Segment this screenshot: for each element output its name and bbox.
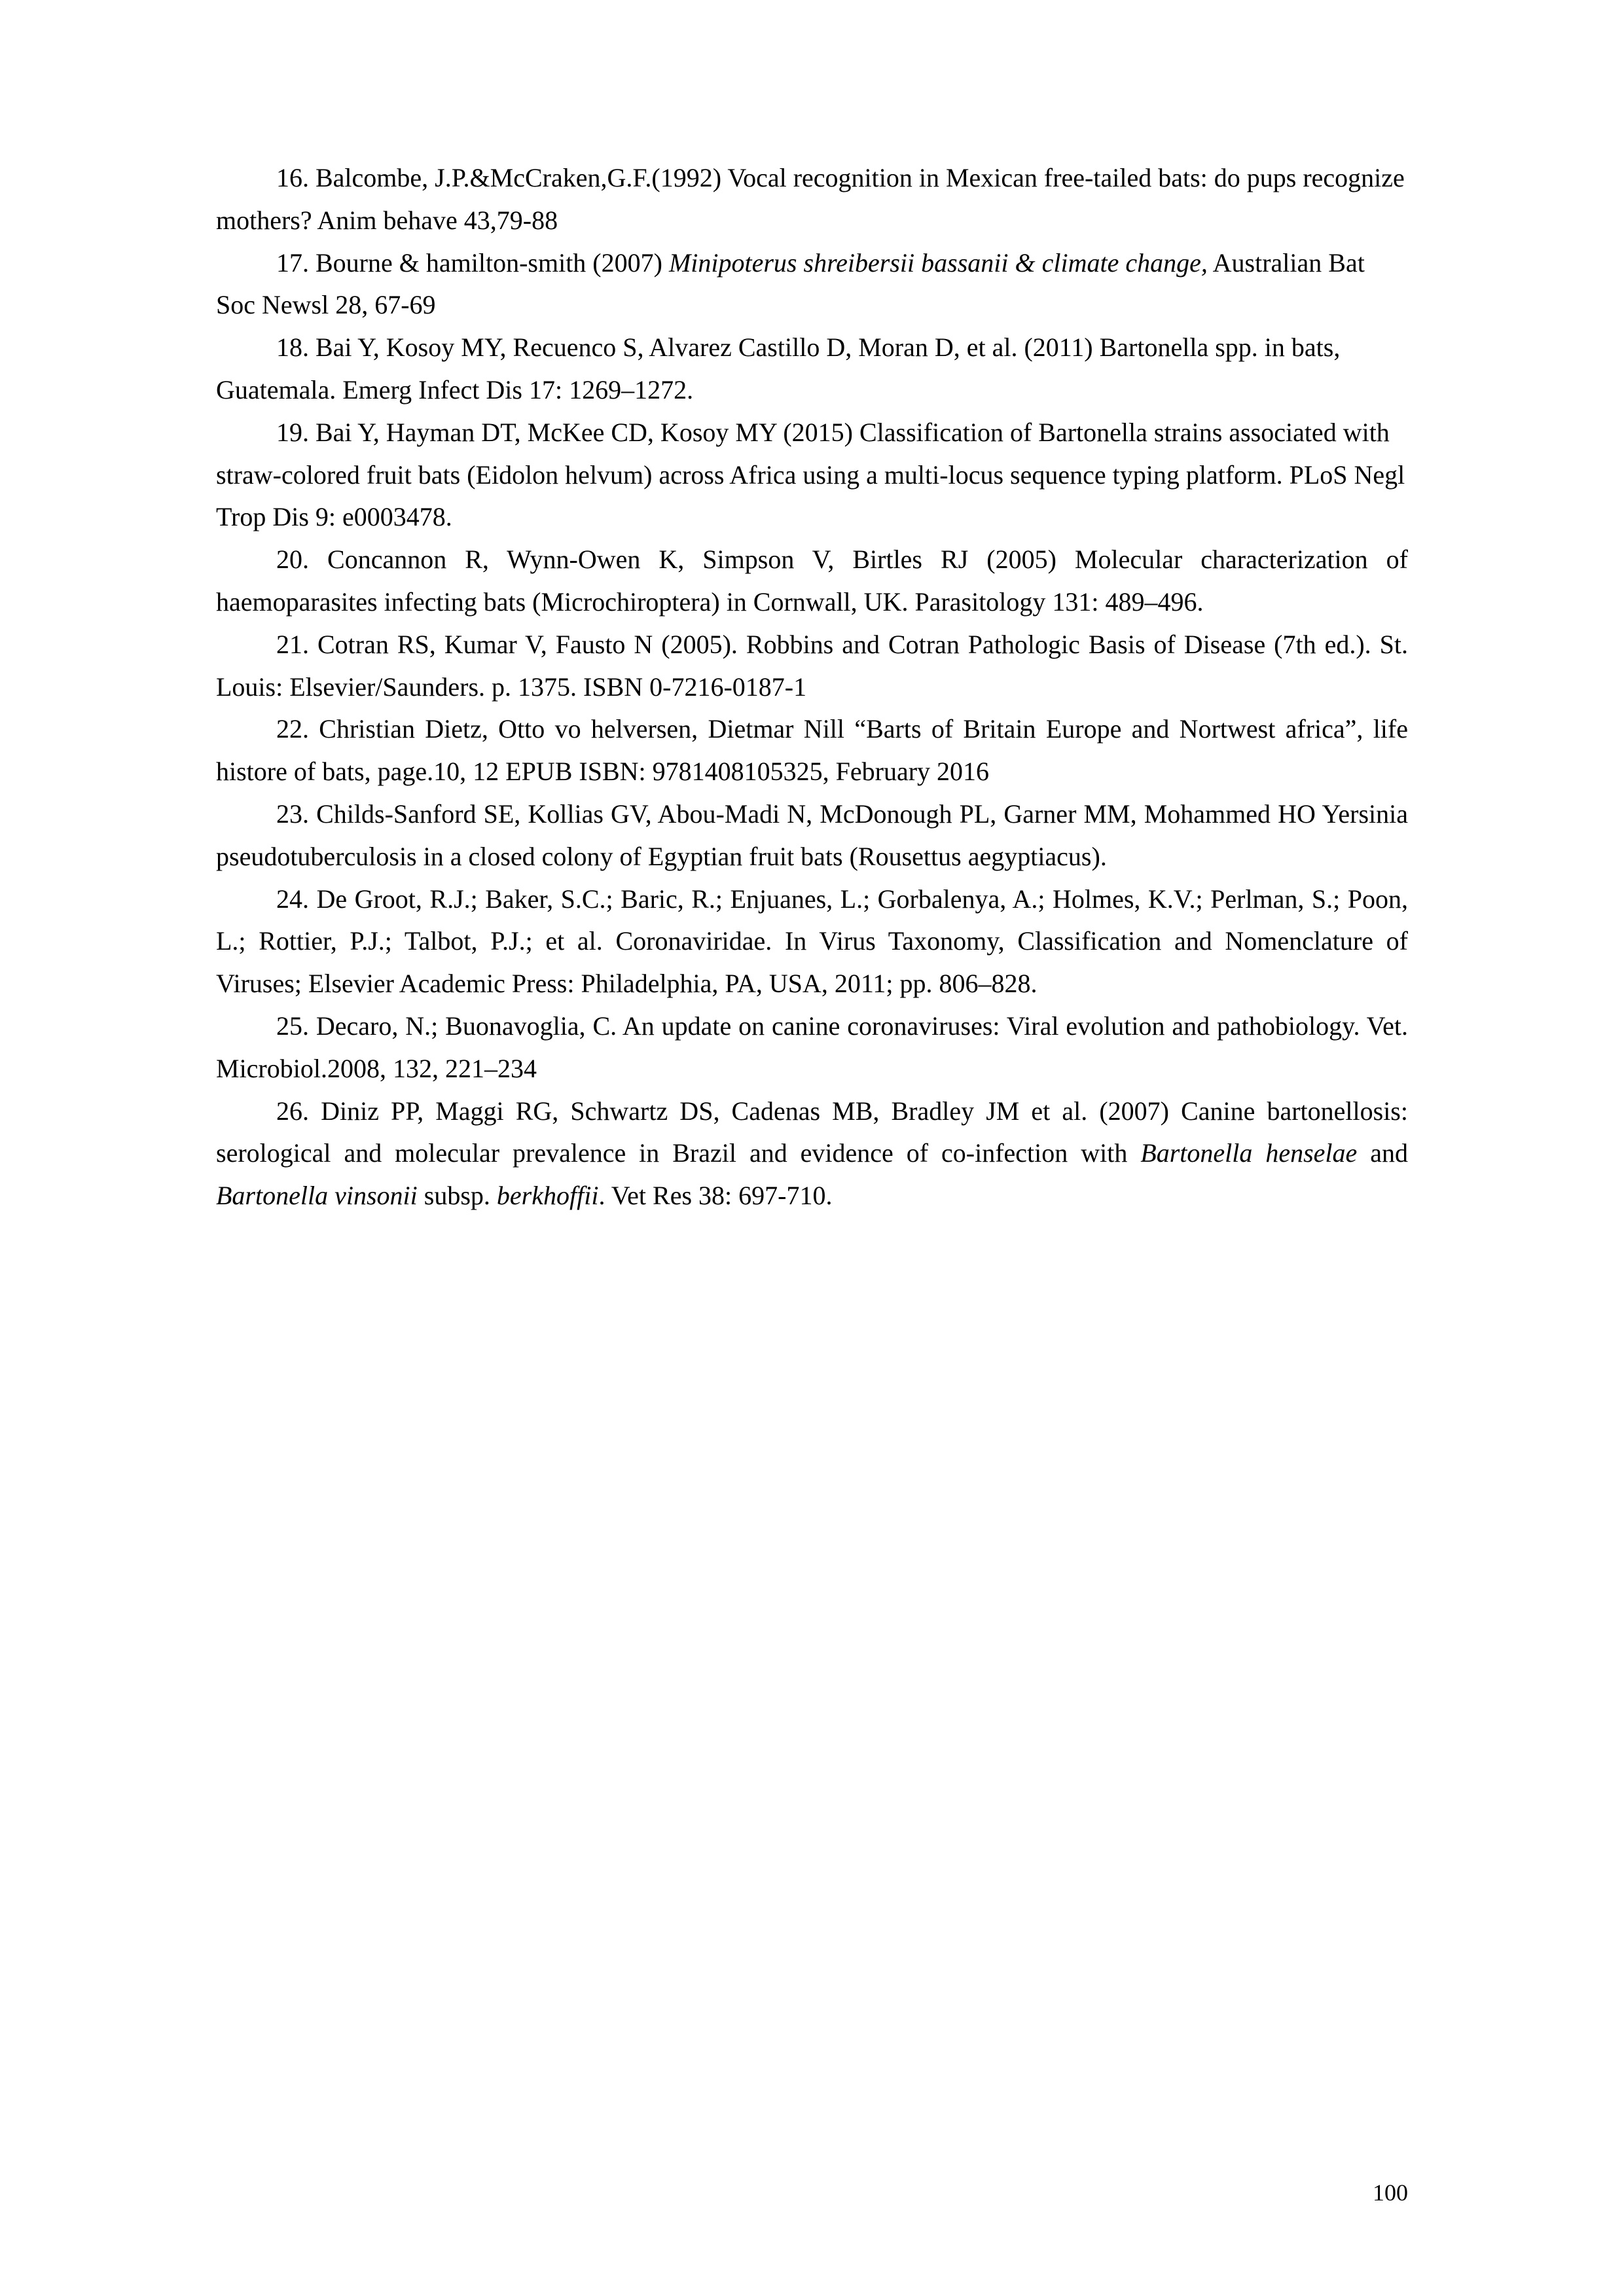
reference-text: and [1357, 1138, 1408, 1168]
reference-italic-text: Minipoterus shreibersii bassanii & climate change, [668, 247, 1208, 278]
reference-text: 22. Christian Dietz, Otto vo helversen, Dietmar Nill “Barts of Britain Europe and Nortwest africa”, life histore of bats, page.10, 12 EPUB ISBN: 9781408105325, February 2016 [216, 714, 1408, 787]
reference-entry [216, 157, 1408, 242]
reference-entry [216, 708, 1408, 793]
reference-text: 26. Diniz PP, Maggi RG, Schwartz DS, Cadenas MB, Bradley JM et al. (2007) Canine bartonellosis: serological and molecular prevalence in Brazil and evidence of co-infection with [216, 1096, 1408, 1168]
reference-text: 16. Balcombe, J.P.&McCraken,G.F.(1992) Vocal recognition in Mexican free-tailed bats: do pups recognize mothers? Anim behave 43,79-88 [216, 163, 1405, 235]
reference-text: 20. Concannon R, Wynn-Owen K, Simpson V, Birtles RJ (2005) Molecular characterization of haemoparasites infecting bats (Microchiroptera) in Cornwall, UK. Parasitology 131: 489–496. [216, 545, 1408, 617]
reference-entry [216, 539, 1408, 624]
reference-text: 25. Decaro, N.; Buonavoglia, C. An update on canine coronaviruses: Viral evolution and pathobiology. Vet. Microbiol.2008, 132, 221–234 [216, 1011, 1408, 1083]
reference-text: . Vet Res 38: 697-710. [598, 1181, 833, 1211]
reference-text: subsp. [417, 1181, 497, 1211]
reference-entry [216, 1090, 1408, 1217]
reference-text: 19. Bai Y, Hayman DT, McKee CD, Kosoy MY (2015) Classification of Bartonella strains associated with straw-colored fruit bats (Eidolon helvum) across Africa using a multi-locus sequence typing platform. PLoS Negl Trop Dis 9: e0003478. [216, 417, 1405, 532]
reference-entry [216, 878, 1408, 1005]
reference-entry [216, 242, 1408, 327]
reference-entry [216, 412, 1408, 539]
reference-text: 18. Bai Y, Kosoy MY, Recuenco S, Alvarez Castillo D, Moran D, et al. (2011) Bartonella spp. in bats, Guatemala. Emerg Infect Dis 17: 1269–1272. [216, 332, 1341, 404]
page-number: 100 [1373, 2179, 1408, 2206]
reference-entry [216, 624, 1408, 709]
reference-text: 24. De Groot, R.J.; Baker, S.C.; Baric, R.; Enjuanes, L.; Gorbalenya, A.; Holmes, K.V.; Perlman, S.; Poon, L.; Rottier, P.J.; Talbot, P.J.; et al. Coronaviridae. In Virus Taxonomy, Classification and Nomenclature of Viruses; Elsevier Academic Press: Philadelphia, PA, USA, 2011; pp. 806–828. [216, 884, 1408, 999]
reference-italic-text: berkhoffii [496, 1181, 599, 1211]
reference-italic-text: Bartonella henselae [1140, 1138, 1358, 1168]
reference-entry [216, 1005, 1408, 1090]
reference-text: 21. Cotran RS, Kumar V, Fausto N (2005). Robbins and Cotran Pathologic Basis of Disease (7th ed.). St. Louis: Elsevier/Saunders. p. 1375. ISBN 0-7216-0187-1 [216, 629, 1408, 702]
reference-text: Australian Bat Soc Newsl 28, 67-69 [216, 247, 1365, 320]
reference-text: 17. Bourne & hamilton-smith (2007) [276, 247, 669, 278]
reference-entry [216, 793, 1408, 878]
reference-list [216, 157, 1408, 1217]
reference-text: 23. Childs-Sanford SE, Kollias GV, Abou-Madi N, McDonough PL, Garner MM, Mohammed HO Yersinia pseudotuberculosis in a closed colony of Egyptian fruit bats (Rousettus aegyptiacus). [216, 798, 1408, 871]
reference-italic-text: Bartonella vinsonii [216, 1181, 418, 1211]
reference-entry [216, 327, 1408, 412]
